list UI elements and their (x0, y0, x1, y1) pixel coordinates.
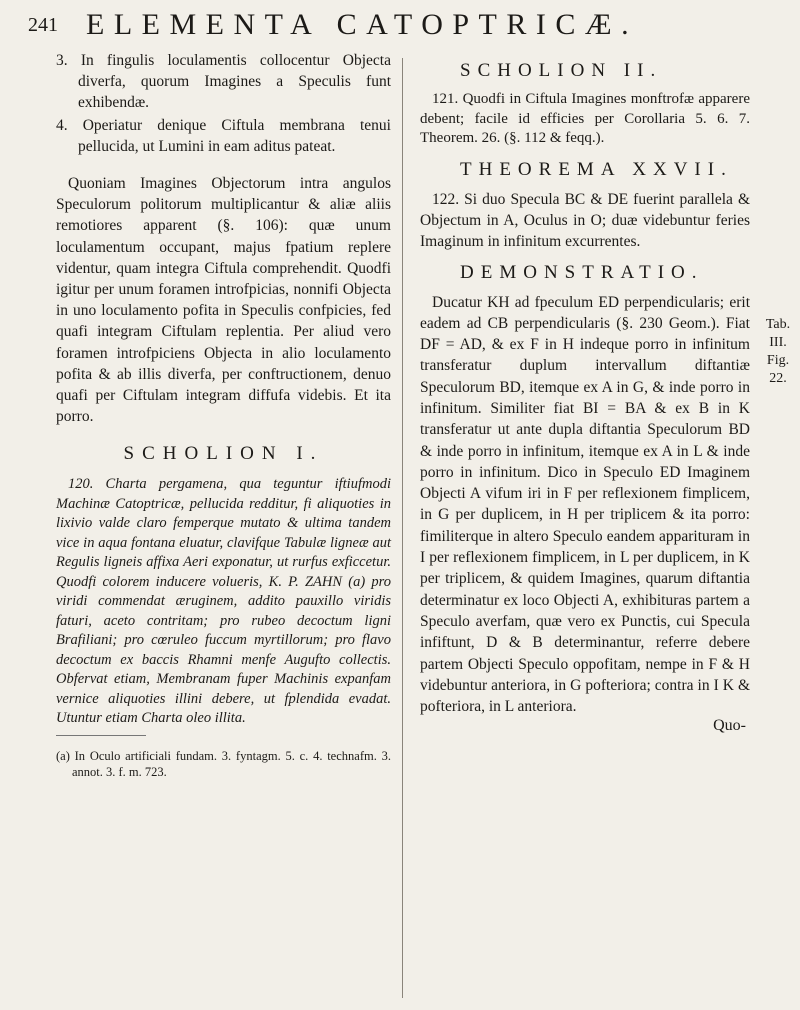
scholion-text: 121. Quodfi in Ciftula Imagines monftrofæ apparere debent; facile id efficies per Corollaria 5. 6. 7. Theorem. 26. (§. 112 & feqq.). (420, 91, 750, 146)
margin-note (758, 316, 798, 388)
theorem-heading: THEOREMA XXVII. (460, 158, 733, 180)
scholion-text: 120. Charta pergamena, qua teguntur iftiufmodi Machinæ Catoptricæ, pellucida redditur, fi aliquoties in lixivio valde claro femperque mutato & ultima tandem vice in aqua fontana eluatur, clavifque Tabulæ ligneæ aut Regulis ligneis affixa Aeri exponatur, ut rurfus exficcetur. Quodfi colorem inducere volueris, K. P. ZAHN (a) pro viridi commendat æruginem, addito pauxillo viridis faturi, aceto contritam; pro rubeo decoctum ligni Brafiliani; pro cœruleo fuccum myrtillorum; pro flavo decoctum ex baccis Rhamni menfe Augufto collectis. Obfervat etiam, Membranam fuper Machinis expanfam vernice aliquoties illini debere, ut fplendida evadat. Utuntur etiam Charta oleo illita. (56, 476, 391, 727)
footnote-rule (56, 735, 146, 736)
scholion-heading: SCHOLION II. (460, 60, 663, 81)
demonstration-text: Ducatur KH ad fpeculum ED perpendicularis; erit eadem ad CB perpendicularis (§. 230 Geom.). Fiat DF = AD, & ex F in H indeque porro in infinitum transferatur duplum intervallum diftantiæ Speculorum BD, itemque ex A in G, & inde porro in infinitum. Similiter fiat BI = BA & ex B in K transferatur ut ante dupla diftantia Speculorum BD & inde porro in infinitum, itemque ex A in L & inde porro in infinitum. Dico in Speculo ED Imaginem Objecti A vifum iri in F per reflexionem fimplicem, in G per duplicem, in H per triplicem & ita porro: fimiliterque in altero Speculo eandem apparituram in I per reflexionem fimplicem, in L per duplicem, in K per triplicem, & quidem Imagines, quarum diftantia determinatur ex loco Objecti A, exhibituras partem a Speculo averfam, quæ vero ex Punctis, cui Specula infiftunt, D & B determinantur, referre debere partem Objecti Speculo oppofitam, nempe in F & H videbuntur anteriora, in G pofteriora; contra in I K & pofteriora, in L anteriora. (420, 293, 750, 716)
catchword: Quo- (713, 717, 746, 735)
list-item: 3. In fingulis loculamentis collocentur Objecta diverfa, quorum Imagines a Speculis funt exhibendæ. (56, 52, 391, 111)
page-number: 241 (28, 14, 58, 36)
scholion-heading: SCHOLION I. (123, 443, 324, 465)
running-head: ELEMENTA CATOPTRICÆ. (86, 8, 639, 41)
page-header (28, 8, 768, 48)
margin-fig: Fig. 22. (766, 353, 790, 386)
right-column (420, 50, 750, 735)
margin-number: III. (769, 335, 787, 350)
body-paragraph: Quoniam Imagines Objectorum intra angulos Speculorum politorum multiplicantur & aliæ aliis remotiores apparent (§. 106): quæ unum loculamentum occupant, majus fpatium replere videntur, quam integra Ciftula comprehendit. Quodfi igitur per unum foramen introfpicias, nonnifi Objecta in uno loculamento pofita in Speculis confpicies, fed quafi integram Ciftulam replentia. Per aliud vero foramen introfpiciens Objecta in alio loculamento pofita & ab illis diverfa, per conftructionem, denuo quafi per Ciftulam integram diffufa videbis. Et ita porro. (56, 175, 391, 426)
column-divider (402, 58, 403, 998)
demonstration-heading: DEMONSTRATIO. (460, 261, 704, 283)
left-column (56, 50, 391, 780)
footnote: (a) In Oculo artificiali fundam. 3. fyntagm. 5. c. 4. technafm. 3. annot. 3. f. m. 723. (56, 748, 391, 779)
margin-tab: Tab. (765, 317, 791, 332)
theorem-text: 122. Si duo Specula BC & DE fuerint parallela & Objectum in A, Oculus in O; duæ videbuntur feries Imaginum in infinitum excurrentes. (420, 190, 750, 250)
list-item: 4. Operiatur denique Ciftula membrana tenui pellucida, ut Lumini in eam aditus pateat. (56, 117, 391, 155)
